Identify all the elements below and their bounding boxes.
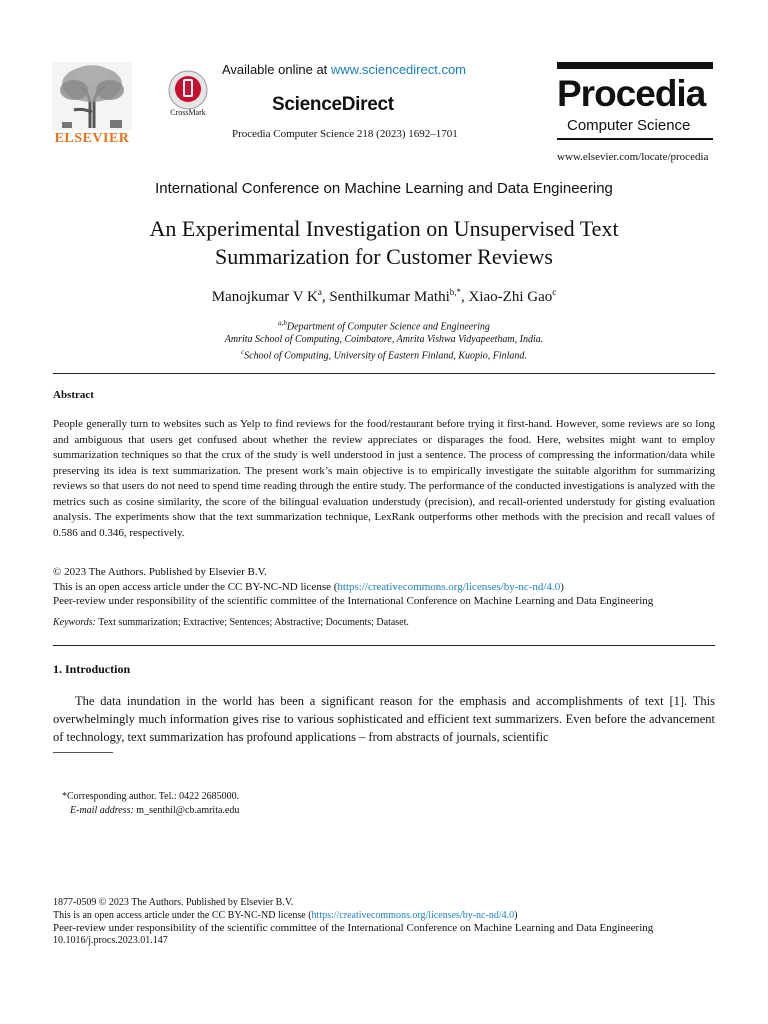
- section-divider: [53, 373, 715, 374]
- license-link[interactable]: https://creativecommons.org/licenses/by-nc-nd/4.0: [337, 580, 561, 593]
- crossmark-label: CrossMark: [170, 108, 206, 117]
- affiliation-text: Department of Computer Science and Engineering: [286, 321, 490, 333]
- doi-link[interactable]: 10.1016/j.procs.2023.01.147: [53, 935, 168, 946]
- procedia-bottom-rule: [557, 138, 713, 140]
- affiliation-text: Amrita School of Computing, Coimbatore, Amrita Vishwa Vidyapeetham, India.: [224, 334, 544, 345]
- author-list: Manojkumar V $K^a$, Senthilkumar Mathi$^{b,*}$, Xiao-Zhi Gao$^c$: [211, 287, 557, 305]
- journal-url-link[interactable]: www.elsevier.com/locate/procedia: [557, 151, 709, 163]
- page-footer: [53, 897, 715, 948]
- footer-peer-review: Peer-review under responsibility of the scientific committee of the International Conference on Machine Learning and Data Engineering: [53, 922, 654, 934]
- affiliation-line: [0, 334, 768, 345]
- author-affil-mark: c: [552, 287, 557, 297]
- affiliation-line: [0, 319, 768, 332]
- journal-subtitle: Computer Science: [567, 117, 691, 134]
- available-prefix: Available online at: [222, 62, 331, 77]
- footer-license-prefix: This is an open access article under the CC BY-NC-ND license (: [53, 909, 312, 921]
- sciencedirect-wordmark: ScienceDirect: [272, 94, 394, 115]
- introduction-heading: 1. Introduction: [53, 662, 131, 676]
- publisher-name: ELSEVIER: [54, 131, 130, 146]
- corresponding-author-note: *Corresponding author. Tel.: 0422 2685000.: [62, 791, 240, 802]
- email-line: [62, 804, 239, 818]
- introduction-body: The data inundation in the world has been a significant reason for the emphasis and accomplishments of text [1]. This overwhelmingly much information gives rise to various sophisticated and efficient text summarizers. Even before the advancement of technology, text summarization has profound applications – from abstracts of journals, scientific: [53, 694, 715, 744]
- affiliation-mark: c: [241, 348, 245, 356]
- title-line-1: An Experimental Investigation on Unsupervised Text: [149, 216, 619, 241]
- paper-title: [60, 215, 708, 271]
- author-name: Xiao-Zhi Gao: [468, 289, 553, 305]
- affiliation-mark: a,b: [278, 319, 287, 327]
- crossmark-icon[interactable]: [168, 70, 208, 110]
- copyright-line: © 2023 The Authors. Published by Elsevier B.V.: [53, 566, 267, 578]
- keywords-text: Text summarization; Extractive; Sentences; Abstractive; Documents; Dataset.: [98, 617, 409, 628]
- email-address[interactable]: m_senthil@cb.amrita.edu: [136, 805, 240, 816]
- affiliation-text: School of Computing, University of Eastern Finland, Kuopio, Finland.: [244, 350, 527, 362]
- affiliation-line: [0, 348, 768, 361]
- keywords-line: [53, 617, 715, 628]
- conference-name: International Conference on Machine Learning and Data Engineering: [155, 180, 613, 197]
- journal-reference: Procedia Computer Science 218 (2023) 1692–1701: [232, 128, 458, 140]
- author-affil-mark: a: [317, 287, 322, 297]
- keywords-label: Keywords:: [53, 617, 96, 628]
- license-prefix: This is an open access article under the CC BY-NC-ND license (: [53, 580, 338, 593]
- footer-license-suffix: ): [514, 909, 518, 921]
- license-suffix: ): [560, 580, 564, 593]
- footer-license-line: [53, 910, 715, 923]
- footer-license-link[interactable]: https://creativecommons.org/licenses/by-nc-nd/4.0: [311, 909, 515, 921]
- peer-review-line: Peer-review under responsibility of the scientific committee of the International Conference on Machine Learning and Data Engineering: [53, 595, 654, 607]
- abstract-body: People generally turn to websites such as Yelp to find reviews for the food/restaurant before trying it first-hand. However, some reviews are so long and ambiguous that users get confused about whether the review appreciates or disparages the food. Here, websites might want to employ summarization techniques so that the crux of the study is well understood in just a sentence. The process of compressing the information/data while preserving its idea is text summarization. The present work’s main objective is to empirically investigate the suitable algorithm for summarizing reviews so that users do not need to spend time reading through the entire study. The performance of the conducted investigations is analyzed with the metrics such as cosine similarity, the score of the bilingual evaluation understudy (precision), and recall-oriented understudy for gisting evaluation analysis. The experiments show that the text summarization technique, LexRank outperforms other methods with the precision and recall values of 0.586 and 0.346, respectively.: [53, 418, 715, 539]
- title-line-2: Summarization for Customer Reviews: [215, 244, 553, 269]
- copyright-block: [53, 565, 715, 609]
- issn-line: 1877-0509 © 2023 The Authors. Published by Elsevier B.V.: [53, 897, 294, 908]
- author-affil-mark: b,*: [449, 287, 462, 297]
- journal-title: Procedia: [557, 73, 706, 114]
- abstract-heading: Abstract: [53, 389, 94, 401]
- procedia-top-rule: [557, 62, 713, 69]
- footnote-rule: [53, 752, 113, 753]
- email-label: E-mail address:: [70, 805, 134, 816]
- author-name: Senthilkumar Mathi: [329, 289, 450, 305]
- author-name: Manojkumar V K: [211, 289, 318, 305]
- sciencedirect-link[interactable]: www.sciencedirect.com: [330, 62, 467, 77]
- license-line: [53, 580, 715, 595]
- available-online-line: [222, 62, 466, 77]
- footnote: [62, 790, 239, 818]
- section-divider: [53, 645, 715, 646]
